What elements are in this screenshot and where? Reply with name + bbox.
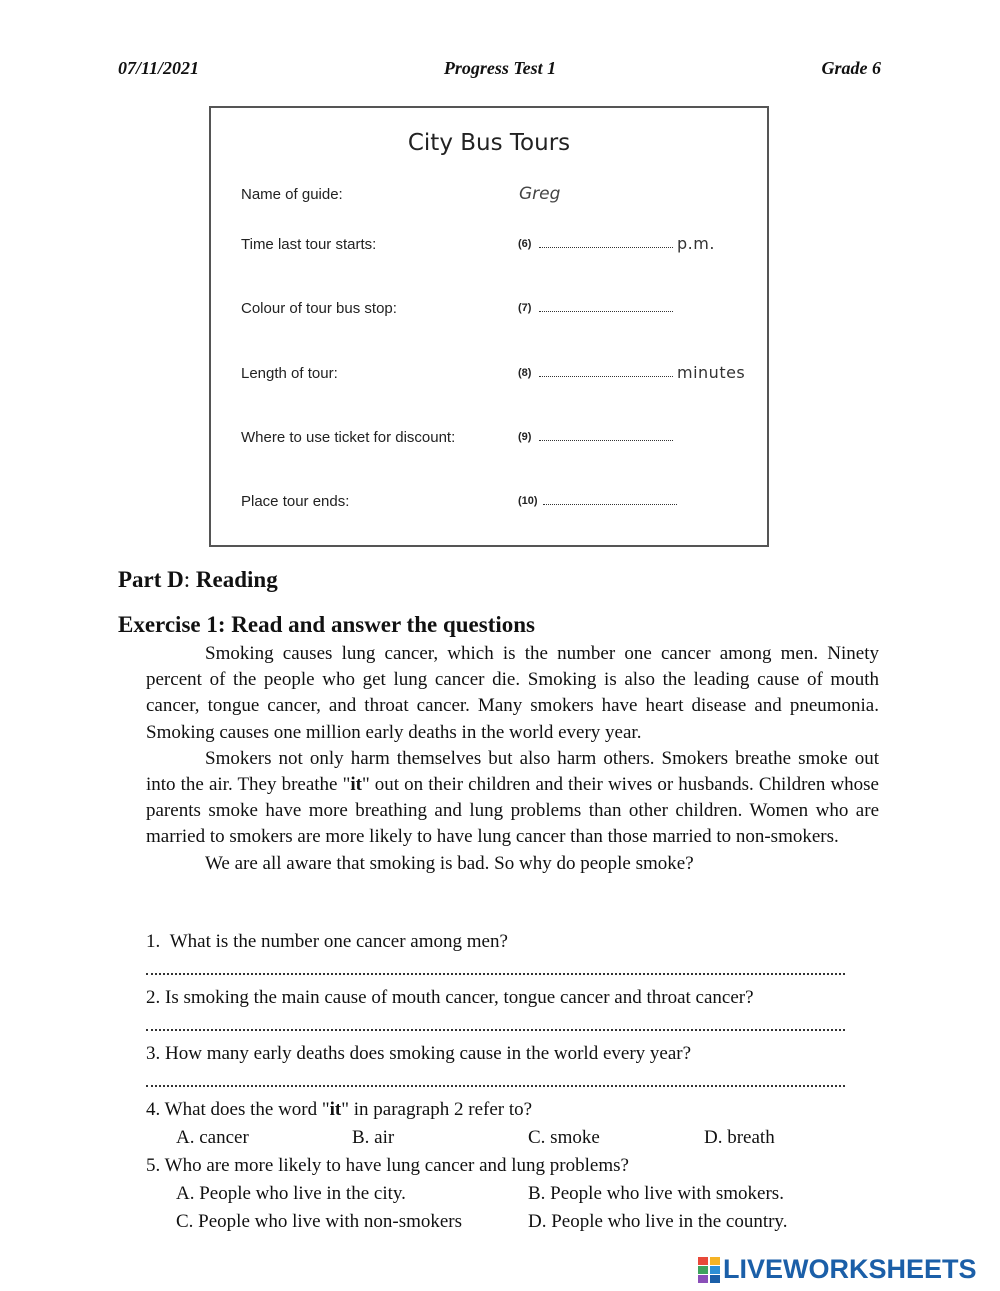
form-title: City Bus Tours <box>407 130 571 156</box>
question-number: (8) <box>518 367 532 379</box>
q4-option-d[interactable]: D. breath <box>704 1127 775 1148</box>
question-number: (6) <box>518 238 532 250</box>
answer-blank-9[interactable] <box>539 440 673 441</box>
q5-option-a[interactable]: A. People who live in the city. <box>176 1183 406 1204</box>
question-2: 2. Is smoking the main cause of mouth cancer, tongue cancer and throat cancer? <box>146 987 754 1008</box>
form-label: Colour of tour bus stop: <box>241 300 397 317</box>
logo-blocks-icon <box>697 1256 721 1284</box>
part-d-prefix: Part D <box>118 567 184 592</box>
q4-option-a[interactable]: A. cancer <box>176 1127 249 1148</box>
question-4 <box>146 1099 532 1121</box>
answer-line-2[interactable] <box>146 1029 845 1031</box>
exercise-heading: Exercise 1: Read and answer the questions <box>118 612 535 637</box>
question-number: (9) <box>518 431 532 443</box>
question-1: 1. What is the number one cancer among men? <box>146 931 508 952</box>
question-4-start: 4. What does the word " <box>146 1099 330 1120</box>
question-3: 3. How many early deaths does smoking cause in the world every year? <box>146 1043 692 1064</box>
form-row-9 <box>211 427 767 457</box>
logo-text: LIVEWORKSHEETS <box>723 1254 977 1284</box>
paragraph-2 <box>146 746 879 851</box>
header-date: 07/11/2021 <box>118 58 200 78</box>
bus-tours-form-card <box>209 106 769 547</box>
q5-option-d[interactable]: D. People who live in the country. <box>528 1211 788 1232</box>
guide-name-value: Greg <box>519 184 561 204</box>
form-row-guide <box>211 184 767 214</box>
header-title: Progress Test 1 <box>443 58 557 78</box>
form-row-6 <box>211 234 767 264</box>
paragraph-3: We are all aware that smoking is bad. So why do people smoke? <box>205 852 694 874</box>
form-row-7 <box>211 298 767 328</box>
answer-line-3[interactable] <box>146 1085 845 1087</box>
question-number: (10) <box>518 495 538 507</box>
form-label: Time last tour starts: <box>241 236 377 253</box>
answer-blank-7[interactable] <box>539 311 673 312</box>
unit-suffix: p.m. <box>677 234 715 253</box>
unit-suffix: minutes <box>677 363 746 382</box>
q5-option-c[interactable]: C. People who live with non-smokers <box>176 1211 463 1232</box>
paragraph-2-end: " out on their children and their wives or husbands. Children whose parents smoke have more breathing and lung problems than other children. Women who are married to smokers are more likely to have lung cancer than those married to non-smokers. <box>146 774 879 848</box>
paragraph-1: Smoking causes lung cancer, which is the number one cancer among men. Ninety percent of the people who get lung cancer die. Smoking is also the leading cause of mouth cancer, tongue cancer, and throat cancer. Many smokers have heart disease and pneumonia. Smoking causes one million early deaths in the world every year. <box>146 643 879 743</box>
answer-blank-8[interactable] <box>539 376 673 377</box>
part-d-colon: : <box>183 567 191 592</box>
header-grade: Grade 6 <box>821 58 881 78</box>
question-5: 5. Who are more likely to have lung cancer and lung problems? <box>146 1155 629 1176</box>
q4-option-c[interactable]: C. smoke <box>528 1127 600 1148</box>
form-label: Length of tour: <box>241 365 338 382</box>
form-row-8 <box>211 363 767 393</box>
part-d-title: Reading <box>195 567 278 592</box>
q5-option-b[interactable]: B. People who live with smokers. <box>528 1183 784 1204</box>
form-label: Name of guide: <box>241 186 343 203</box>
question-4-end: " in paragraph 2 refer to? <box>341 1099 533 1120</box>
form-label: Place tour ends: <box>241 493 350 510</box>
answer-line-1[interactable] <box>146 973 845 975</box>
reading-passage <box>146 641 879 877</box>
q4-option-b[interactable]: B. air <box>352 1127 395 1148</box>
answer-blank-6[interactable] <box>539 247 673 248</box>
question-number: (7) <box>518 302 532 314</box>
part-d-heading <box>118 567 278 593</box>
form-row-10 <box>211 491 767 521</box>
form-label: Where to use ticket for discount: <box>241 429 456 446</box>
answer-blank-10[interactable] <box>543 504 677 505</box>
paragraph-2-bold-word: it <box>350 774 362 796</box>
question-4-bold-word: it <box>329 1099 342 1120</box>
paragraph-2-start: Smokers not only harm themselves but also harm others. Smokers breathe smoke out into the air. They breathe " <box>146 747 879 796</box>
